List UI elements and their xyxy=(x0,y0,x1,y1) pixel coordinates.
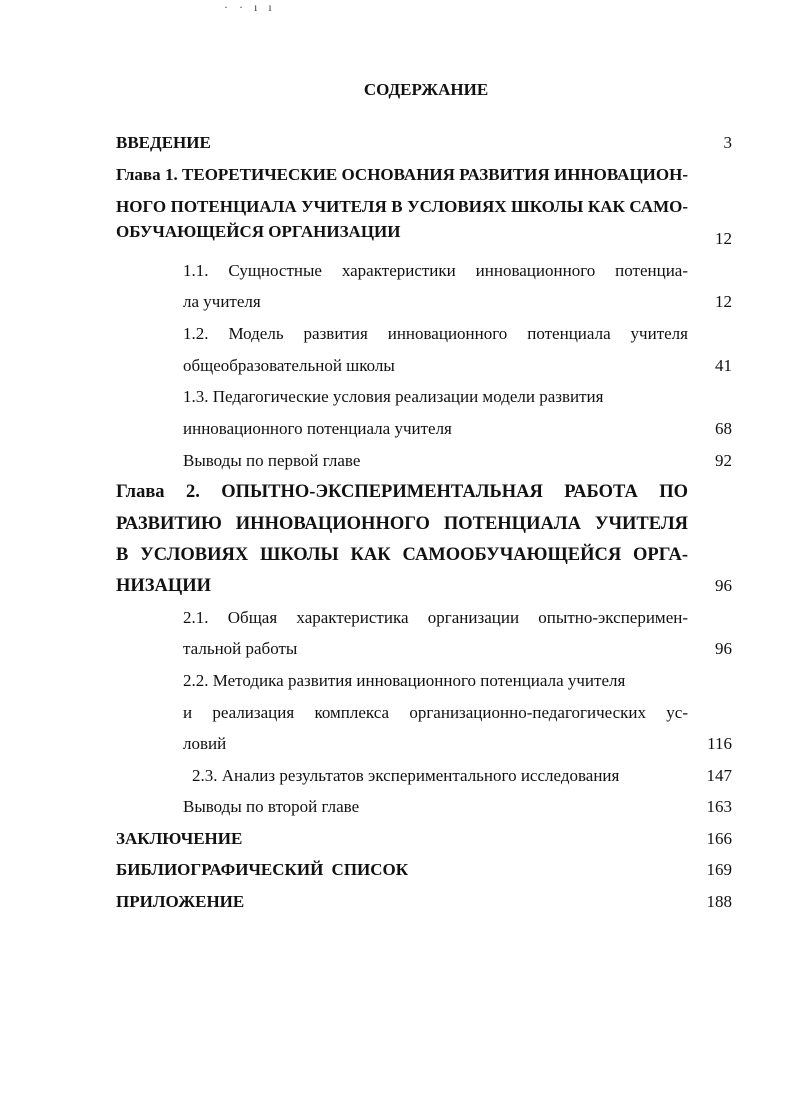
toc-entry-bibliography[interactable]: БИБЛИОГРАФИЧЕСКИЙ СПИСОК xyxy=(116,860,409,879)
chapter-2-conclusions[interactable]: Выводы по второй главе xyxy=(183,797,360,816)
toc-entry-intro[interactable]: ВВЕДЕНИЕ xyxy=(116,133,211,152)
section-1-1-line[interactable]: ла учителя xyxy=(183,292,261,311)
page-number: 41 xyxy=(715,356,732,375)
chapter-1-heading-line[interactable]: НОГО ПОТЕНЦИАЛА УЧИТЕЛЯ В УСЛОВИЯХ ШКОЛЫ КАК САМО- xyxy=(116,197,688,216)
section-2-1-line[interactable]: 2.1. Общая характеристика организации опытно-эксперимен- xyxy=(183,608,688,627)
section-2-2-line[interactable]: и реализация комплекса организационно-педагогических ус- xyxy=(183,703,688,722)
section-2-1-line[interactable]: тальной работы xyxy=(183,639,298,658)
section-1-2-line[interactable]: общеобразовательной школы xyxy=(183,356,395,375)
page-title: СОДЕРЖАНИЕ xyxy=(363,80,489,99)
page-number: 147 xyxy=(706,766,732,785)
chapter-2-heading-line[interactable]: Глава 2. ОПЫТНО-ЭКСПЕРИМЕНТАЛЬНАЯ РАБОТА ПО xyxy=(116,482,688,502)
page-number: 188 xyxy=(706,892,732,911)
chapter-2-heading-line[interactable]: РАЗВИТИЮ ИННОВАЦИОННОГО ПОТЕНЦИАЛА УЧИТЕЛЯ xyxy=(116,514,688,534)
chapter-2-heading-line[interactable]: НИЗАЦИИ xyxy=(116,576,212,596)
section-2-3-line[interactable]: 2.3. Анализ результатов экспериментального исследования xyxy=(192,766,620,785)
chapter-1-conclusions[interactable]: Выводы по первой главе xyxy=(183,451,361,470)
page-number: 96 xyxy=(715,639,732,658)
page-number: 166 xyxy=(706,829,732,848)
toc-entry-conclusion[interactable]: ЗАКЛЮЧЕНИЕ xyxy=(116,829,243,848)
section-2-2-line[interactable]: 2.2. Методика развития инновационного потенциала учителя xyxy=(183,671,626,690)
page-number: 169 xyxy=(706,860,732,879)
section-2-2-line[interactable]: ловий xyxy=(183,734,227,753)
page-number: 116 xyxy=(707,734,732,753)
section-1-1-line[interactable]: 1.1. Сущностные характеристики инновационного потенциа- xyxy=(183,261,688,280)
section-1-3-line[interactable]: 1.3. Педагогические условия реализации модели развития xyxy=(183,387,604,406)
page-number: 3 xyxy=(723,133,732,152)
section-1-3-line[interactable]: инновационного потенциала учителя xyxy=(183,419,452,438)
page-number: 12 xyxy=(715,292,732,311)
chapter-1-heading-line[interactable]: Глава 1. ТЕОРЕТИЧЕСКИЕ ОСНОВАНИЯ РАЗВИТИЯ ИННОВАЦИОН- xyxy=(116,165,688,184)
page-number: 163 xyxy=(706,797,732,816)
page-number: 68 xyxy=(715,419,732,438)
chapter-2-heading-line[interactable]: В УСЛОВИЯХ ШКОЛЫ КАК САМООБУЧАЮЩЕЙСЯ ОРГА- xyxy=(116,545,688,565)
chapter-1-heading-line[interactable]: ОБУЧАЮЩЕЙСЯ ОРГАНИЗАЦИИ xyxy=(116,222,401,241)
page-number: 12 xyxy=(715,229,732,248)
page-number: 96 xyxy=(715,576,732,595)
page-number: 92 xyxy=(715,451,732,470)
toc-entry-appendix[interactable]: ПРИЛОЖЕНИЕ xyxy=(116,892,245,911)
section-1-2-line[interactable]: 1.2. Модель развития инновационного потенциала учителя xyxy=(183,324,688,343)
scan-mark: · · ı ı xyxy=(224,0,276,14)
